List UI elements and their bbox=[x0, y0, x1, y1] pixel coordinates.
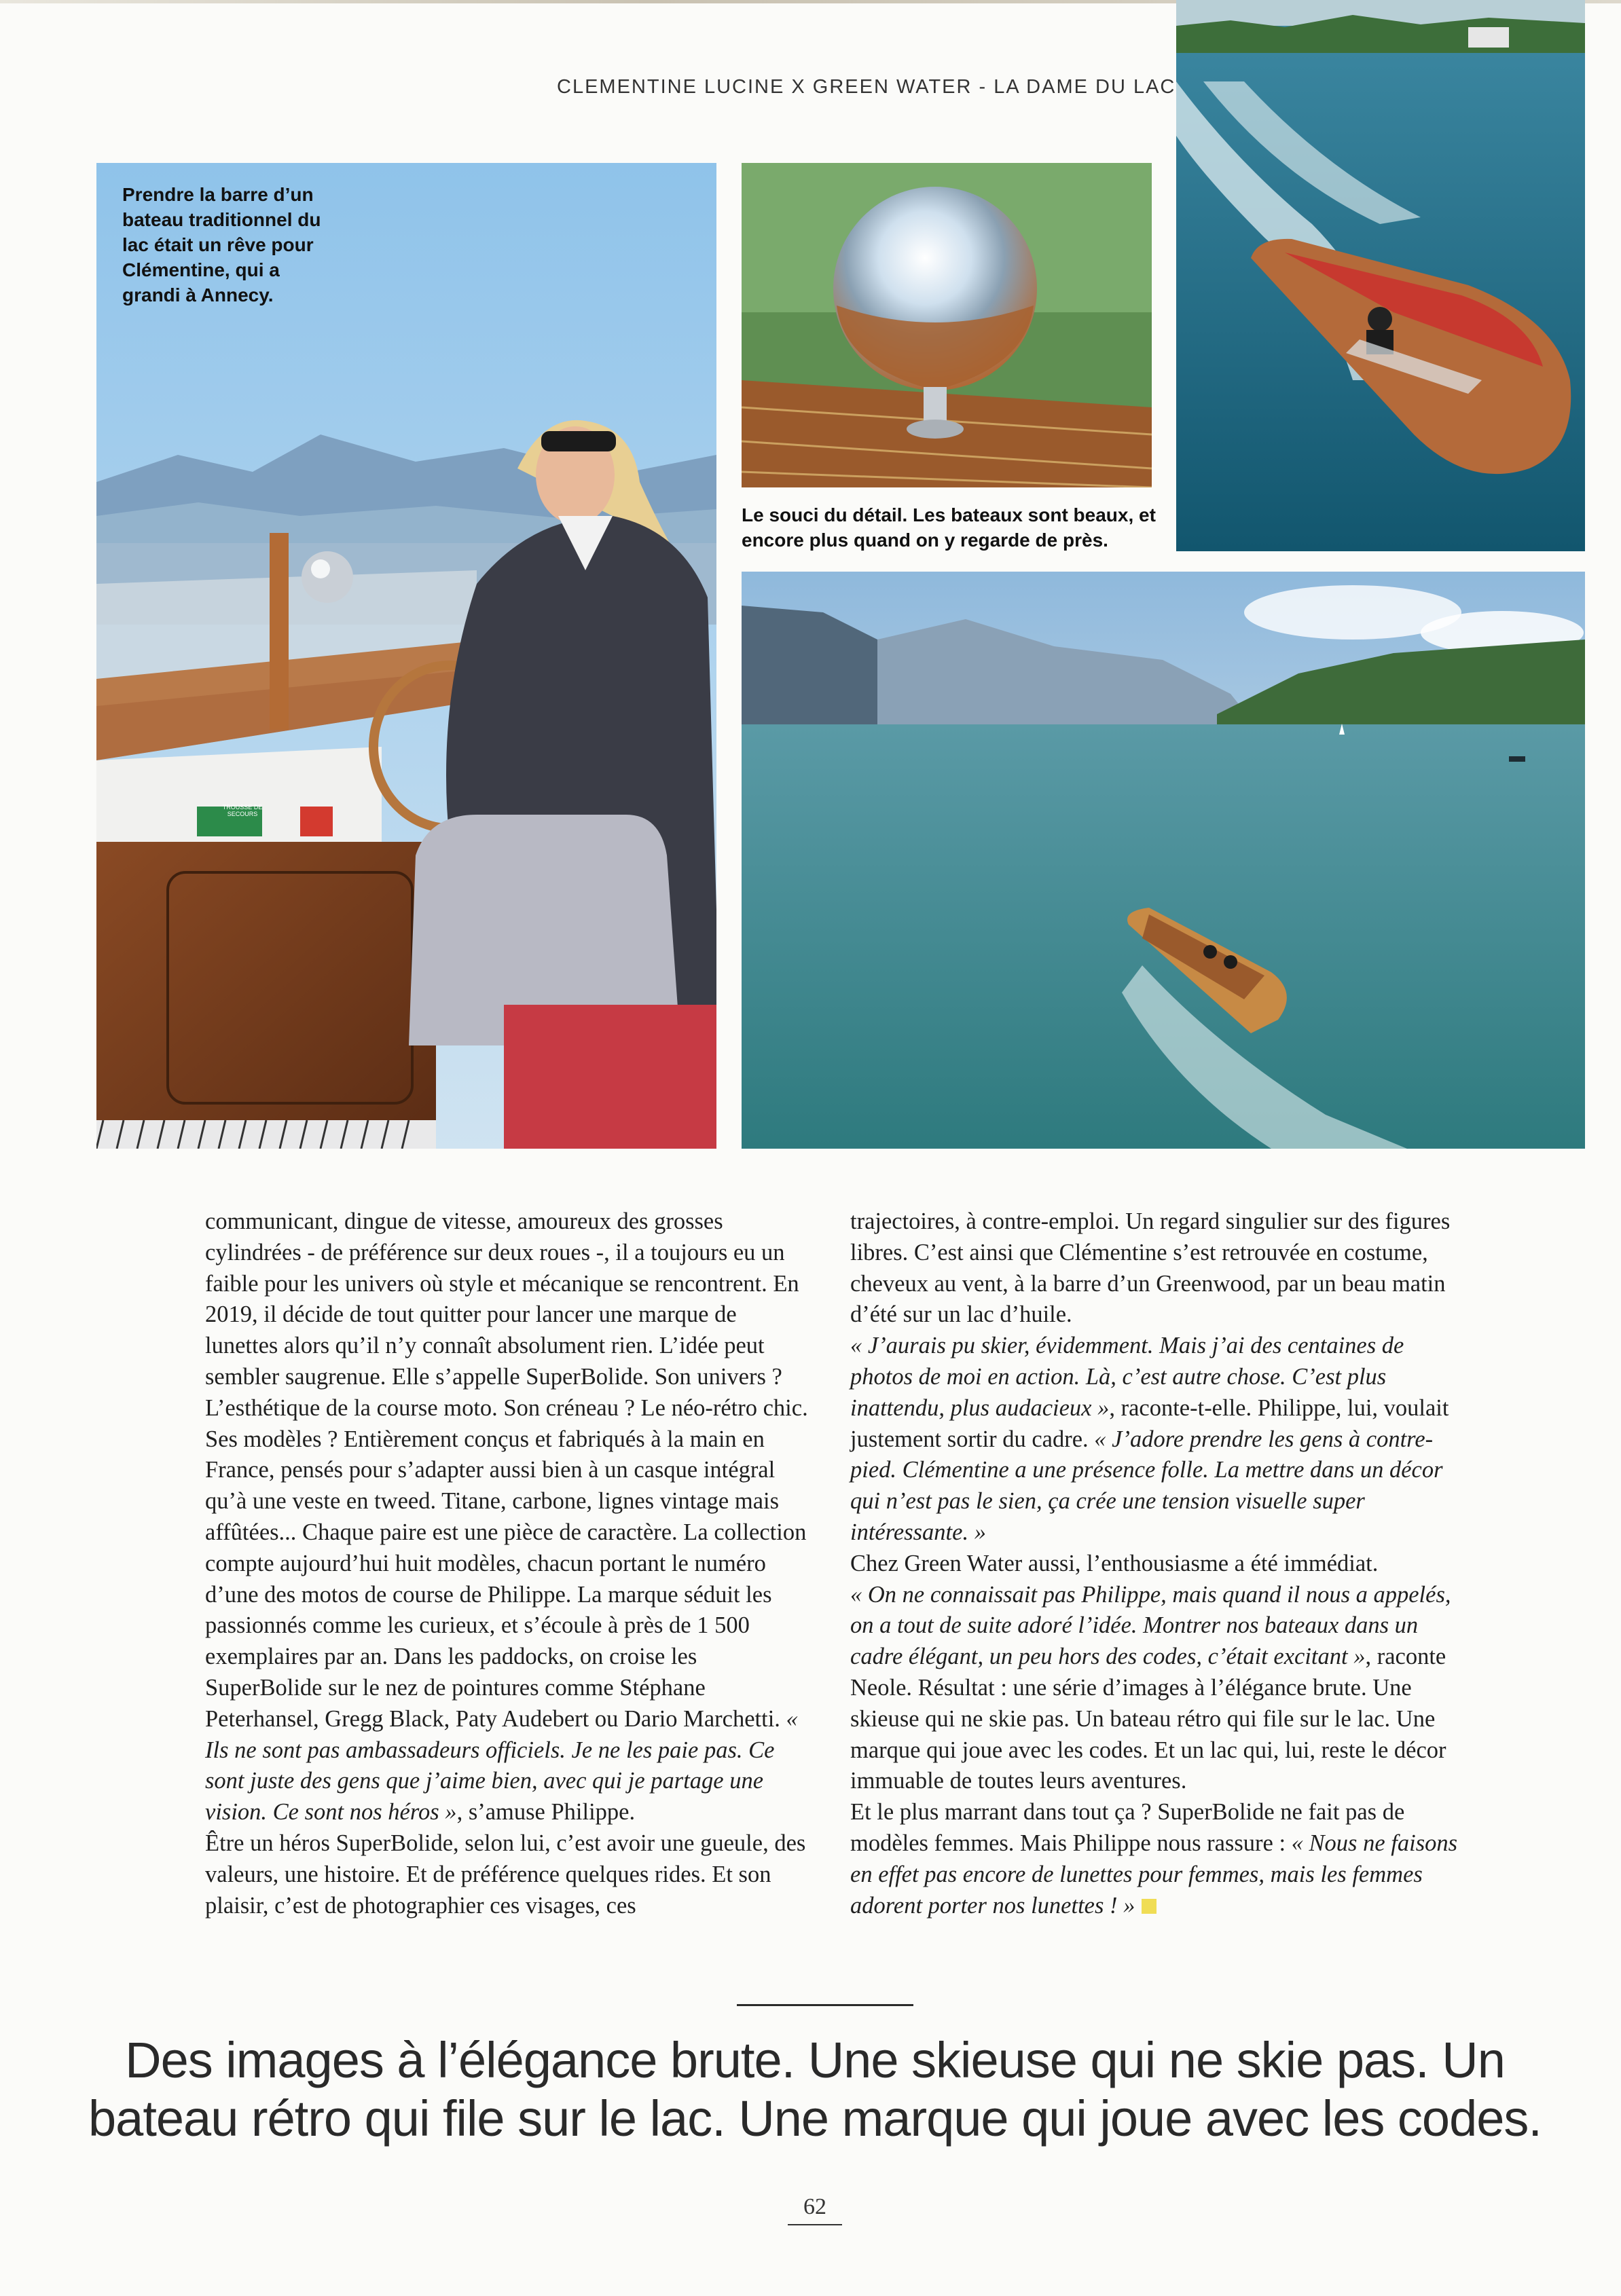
pullquote bbox=[81, 2031, 1548, 2148]
article-column-1 bbox=[205, 1206, 814, 1921]
page-number: 62 bbox=[788, 2194, 842, 2225]
running-head: CLEMENTINE LUCINE X GREEN WATER - LA DAME DU LAC bbox=[557, 76, 1176, 98]
article-paragraph: « On ne connaissait pas Philippe, mais quand il nous a appelés, on a tout de suite adoré l’idée. Montrer nos bateaux dans un cadre élégant, un peu hors des codes, c’était excitant », raconte Neole. Résultat : une série d’images à l’élégance brute. Une skieuse qui ne skie pas. Un bateau rétro qui file sur le lac. Une marque qui joue avec les codes. Et un lac qui, lui, reste le décor immuable de toutes leurs aventures. bbox=[850, 1581, 1451, 1794]
photo-speedboat-aerial bbox=[1176, 0, 1585, 551]
photo-chrome-ball bbox=[742, 163, 1152, 487]
article-paragraph: trajectoires, à contre-emploi. Un regard singulier sur des figures libres. C’est ainsi que Clémentine s’est retrouvée en costume, cheveux au vent, à la barre d’un Greenwood, par un beau matin d’été sur un lac d’huile. bbox=[850, 1208, 1451, 1328]
photo-lake-boat bbox=[742, 572, 1585, 1149]
pullquote-rule bbox=[737, 2004, 913, 2006]
article-paragraph: Chez Green Water aussi, l’enthousiasme a été immédiat. bbox=[850, 1550, 1379, 1576]
photo-woman-at-helm bbox=[96, 163, 716, 1149]
end-mark bbox=[1142, 1899, 1156, 1914]
article-paragraph: communicant, dingue de vitesse, amoureux des grosses cylindrées - de préférence sur deux roues -, il a toujours eu un faible pour les univers où style et mécanique se rencontrent. En 2019, il décide de tout quitter pour lancer une marque de lunettes alors qu’il n’y connaît absolument rien. L’idée peut sembler saugrenue. Elle s’appelle SuperBolide. Son univers ? L’esthétique de la course moto. Son créneau ? Le néo-rétro chic. Ses modèles ? Entièrement conçus et fabriqués à la main en France, pensés pour s’adapter aussi bien à un casque intégral qu’à une veste en tweed. Titane, carbone, lignes vintage mais affûtées... Chaque paire est une pièce de caractère. La collection compte aujourd’hui huit modèles, chacun portant le numéro d’une des motos de course de Philippe. La marque séduit les passionnés comme les curieux, et s’écoule à près de 1 500 exemplaires par an. Dans les paddocks, on croise les SuperBolide sur le nez de pointures comme Stéphane Peterhansel, Gregg Black, Paty Audebert ou Dario Marchetti. « Ils ne sont pas ambassadeurs officiels. Je ne les paie pas. Ce sont juste des gens que j’aime bien, avec qui je partage une vision. Ce sont nos héros », s’amuse Philippe. bbox=[205, 1208, 808, 1826]
caption-main: Prendre la barre d’un bateau traditionnel du lac était un rêve pour Clémentine, qui a grandi à Annecy. bbox=[122, 184, 321, 305]
article-paragraph: « J’aurais pu skier, évidemment. Mais j’ai des centaines de photos de moi en action. Là, c’est autre chose. C’est plus inattendu, plus audacieux », raconte-t-elle. Philippe, lui, voulait justement sortir du cadre. « J’adore prendre les gens à contre-pied. Clémentine a une présence folle. La mettre dans un décor qui n’est pas le sien, ça crée une tension visuelle super intéressante. » bbox=[850, 1333, 1449, 1545]
article-column-2 bbox=[850, 1206, 1461, 1921]
article-paragraph: Et le plus marrant dans tout ça ? SuperBolide ne fait pas de modèles femmes. Mais Philippe nous rassure : « Nous ne faisons en effet pas encore de lunettes pour femmes, mais les femmes adorent porter nos lunettes ! » bbox=[850, 1799, 1458, 1919]
pullquote-line-1: Des images à l’élégance brute. Une skieuse qui ne skie pas. Un bbox=[125, 2032, 1505, 2088]
article-paragraph: Être un héros SuperBolide, selon lui, c’est avoir une gueule, des valeurs, une histoire. Et de préférence quelques rides. Et son plaisir, c’est de photographier ces visages, ces bbox=[205, 1830, 806, 1919]
caption-detail: Le souci du détail. Les bateaux sont beaux, et encore plus quand on y regarde de près. bbox=[742, 504, 1156, 551]
pullquote-line-2: bateau rétro qui file sur le lac. Une marque qui joue avec les codes. bbox=[88, 2090, 1542, 2147]
first-aid-label: TROUSSE DE SECOURS bbox=[222, 804, 263, 817]
